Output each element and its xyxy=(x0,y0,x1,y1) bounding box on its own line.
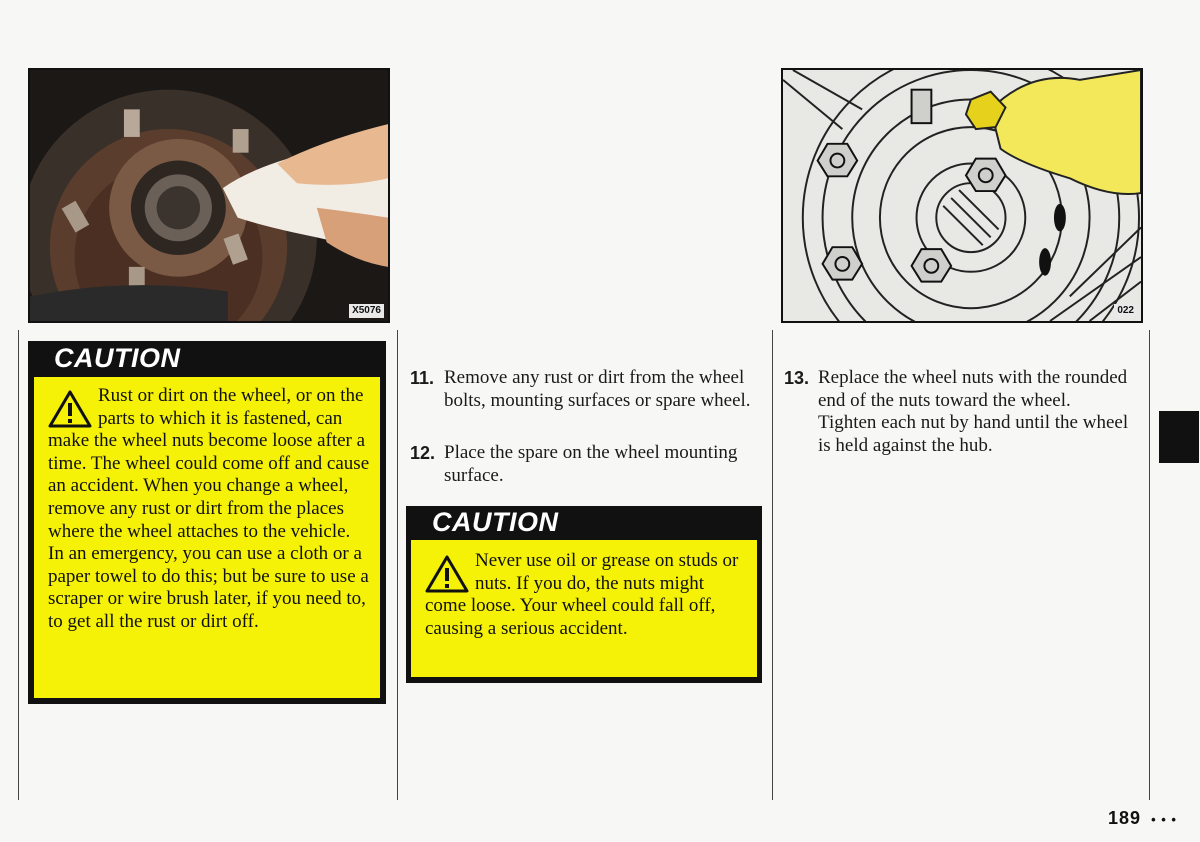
section-tab-marker xyxy=(1159,411,1199,463)
column-rule-4 xyxy=(1149,330,1150,800)
caution-body-left xyxy=(34,377,380,698)
warning-triangle-icon xyxy=(48,389,92,429)
caution-title-left: CAUTION xyxy=(54,343,181,373)
figure-label-right: 022 xyxy=(1114,304,1137,318)
step-number-11: 11. xyxy=(410,368,435,388)
step-number-13: 13. xyxy=(784,368,810,388)
column-rule-3 xyxy=(772,330,773,800)
caution-box-middle xyxy=(406,506,762,683)
step-13 xyxy=(784,367,1129,457)
step-12 xyxy=(410,442,755,487)
step-11 xyxy=(410,367,755,412)
hub-cleaning-photo xyxy=(28,68,390,323)
caution-title-middle: CAUTION xyxy=(432,507,559,537)
warning-triangle-icon xyxy=(425,554,469,594)
step-text-11: Remove any rust or dirt from the wheel bolts, mounting surfaces or spare wheel. xyxy=(444,367,751,411)
step-text-12: Place the spare on the wheel mounting surface. xyxy=(444,442,738,486)
continuation-dots: • • • xyxy=(1151,812,1177,827)
column-rule-2 xyxy=(397,330,398,800)
page-number-value: 189 xyxy=(1108,808,1142,828)
caution-text-left: Rust or dirt on the wheel, or on the parts to which it is fastened, can make the wheel nuts become loose after a time. The wheel could come off and cause an accident. When you change a wheel, remove any rust or dirt from the places where the wheel attaches to the vehicle. In an emergency, you can use a cloth or a paper towel to do this; but be sure to use a scraper or wire brush later, if you need to, to get all the rust or dirt off. xyxy=(48,385,370,632)
caution-body-middle xyxy=(411,540,757,677)
figure-label-left: X5076 xyxy=(349,304,384,318)
caution-box-left xyxy=(28,341,386,704)
column-rule-1 xyxy=(18,330,19,800)
page-number xyxy=(1108,808,1177,829)
step-number-12: 12. xyxy=(410,443,436,463)
wheel-nuts-photo xyxy=(781,68,1143,323)
step-text-13: Replace the wheel nuts with the rounded end of the nuts toward the wheel. Tighten each nut by hand until the wheel is held against the hub. xyxy=(818,367,1129,456)
caution-text-middle: Never use oil or grease on studs or nuts. If you do, the nuts might come loose. Your wheel could fall off, causing a serious accident. xyxy=(425,550,739,639)
